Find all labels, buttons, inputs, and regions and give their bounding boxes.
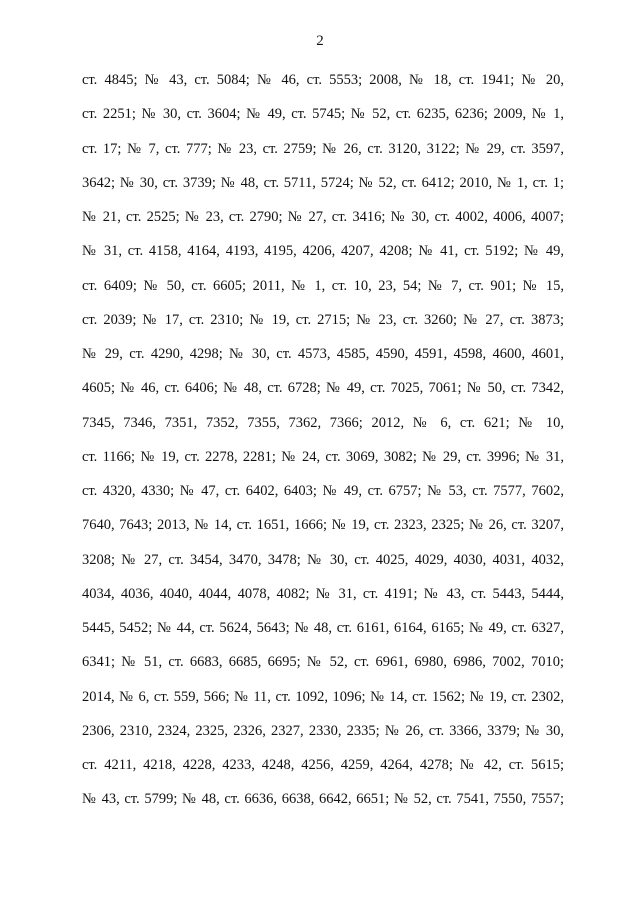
text-line-4: 3642; № 30, ст. 3739; № 48, ст. 5711, 5724; № 52, ст. 6412; 2010, № 1, ст. 1; [82,174,564,191]
text-line-7: ст. 6409; № 50, ст. 6605; 2011, № 1, ст. 10, 23, 54; № 7, ст. 901; № 15, [82,277,564,294]
text-line-3: ст. 17; № 7, ст. 777; № 23, ст. 2759; № 26, ст. 3120, 3122; № 29, ст. 3597, [82,140,564,157]
text-line-21: ст. 4211, 4218, 4228, 4233, 4248, 4256, 4259, 4264, 4278; № 42, ст. 5615; [82,757,564,773]
text-line-20: 2306, 2310, 2324, 2325, 2326, 2327, 2330, 2335; № 26, ст. 3366, 3379; № 30, [82,722,564,739]
text-line-22: № 43, ст. 5799; № 48, ст. 6636, 6638, 6642, 6651; № 52, ст. 7541, 7550, 7557; [82,791,564,808]
text-line-2: ст. 2251; № 30, ст. 3604; № 49, ст. 5745; № 52, ст. 6235, 6236; 2009, № 1, [82,106,564,123]
text-line-11: 7345, 7346, 7351, 7352, 7355, 7362, 7366; 2012, № 6, ст. 621; № 10, [82,414,564,431]
text-line-14: 7640, 7643; 2013, № 14, ст. 1651, 1666; № 19, ст. 2323, 2325; № 26, ст. 3207, [82,517,564,534]
text-line-12: ст. 1166; № 19, ст. 2278, 2281; № 24, ст. 3069, 3082; № 29, ст. 3996; № 31, [82,448,564,465]
text-line-19: 2014, № 6, ст. 559, 566; № 11, ст. 1092, 1096; № 14, ст. 1562; № 19, ст. 2302, [82,688,564,705]
text-line-1: ст. 4845; № 43, ст. 5084; № 46, ст. 5553; 2008, № 18, ст. 1941; № 20, [82,72,564,88]
text-line-17: 5445, 5452; № 44, ст. 5624, 5643; № 48, ст. 6161, 6164, 6165; № 49, ст. 6327, [82,620,564,636]
page-number: 2 [316,33,324,49]
text-line-13: ст. 4320, 4330; № 47, ст. 6402, 6403; № 49, ст. 6757; № 53, ст. 7577, 7602, [82,483,564,499]
text-line-8: ст. 2039; № 17, ст. 2310; № 19, ст. 2715; № 23, ст. 3260; № 27, ст. 3873; [82,311,564,328]
text-line-15: 3208; № 27, ст. 3454, 3470, 3478; № 30, ст. 4025, 4029, 4030, 4031, 4032, [82,551,564,568]
text-line-9: № 29, ст. 4290, 4298; № 30, ст. 4573, 4585, 4590, 4591, 4598, 4600, 4601, [82,346,564,362]
text-line-6: № 31, ст. 4158, 4164, 4193, 4195, 4206, 4207, 4208; № 41, ст. 5192; № 49, [82,243,564,260]
text-line-16: 4034, 4036, 4040, 4044, 4078, 4082; № 31, ст. 4191; № 43, ст. 5443, 5444, [82,585,564,602]
text-line-10: 4605; № 46, ст. 6406; № 48, ст. 6728; № 49, ст. 7025, 7061; № 50, ст. 7342, [82,380,564,397]
text-line-18: 6341; № 51, ст. 6683, 6685, 6695; № 52, ст. 6961, 6980, 6986, 7002, 7010; [82,654,564,671]
text-line-5: № 21, ст. 2525; № 23, ст. 2790; № 27, ст. 3416; № 30, ст. 4002, 4006, 4007; [82,209,564,225]
document-body [82,63,564,817]
